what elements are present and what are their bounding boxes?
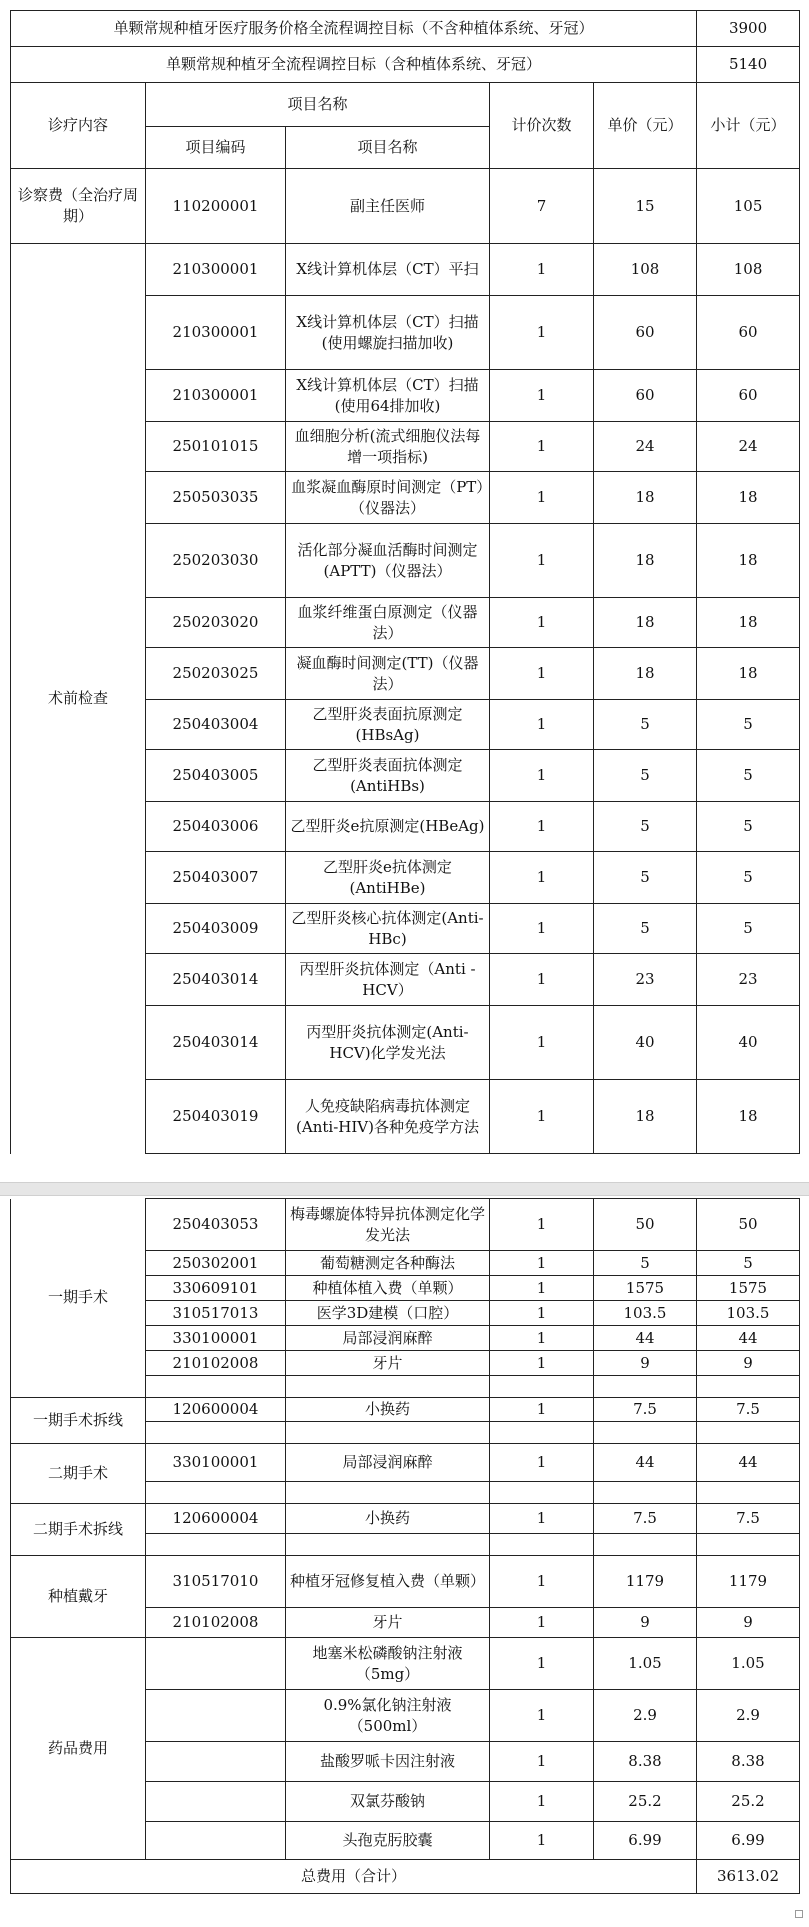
item-subtotal: 5 bbox=[697, 1251, 800, 1276]
item-subtotal: 24 bbox=[697, 422, 800, 472]
item-subtotal: 108 bbox=[697, 244, 800, 296]
item-count: 1 bbox=[490, 370, 594, 422]
item-code: 110200001 bbox=[146, 169, 286, 244]
item-subtotal: 103.5 bbox=[697, 1301, 800, 1326]
item-price: 60 bbox=[594, 296, 697, 370]
item-price: 24 bbox=[594, 422, 697, 472]
item-count: 1 bbox=[490, 1251, 594, 1276]
item-price: 7.5 bbox=[594, 1398, 697, 1422]
item-count: 1 bbox=[490, 750, 594, 802]
empty-cell bbox=[146, 1482, 286, 1504]
item-code: 210300001 bbox=[146, 370, 286, 422]
empty-cell bbox=[490, 1482, 594, 1504]
empty-cell bbox=[594, 1482, 697, 1504]
item-price: 18 bbox=[594, 472, 697, 524]
item-code bbox=[146, 1782, 286, 1822]
header-code: 项目编码 bbox=[146, 127, 286, 169]
item-subtotal: 6.99 bbox=[697, 1822, 800, 1860]
item-count: 1 bbox=[490, 1006, 594, 1080]
item-price: 5 bbox=[594, 802, 697, 852]
empty-cell bbox=[286, 1422, 490, 1444]
item-name: 血浆凝血酶原时间测定（PT）（仪器法） bbox=[286, 472, 490, 524]
group-label: 药品费用 bbox=[11, 1638, 146, 1860]
item-price: 50 bbox=[594, 1199, 697, 1251]
item-subtotal: 60 bbox=[697, 296, 800, 370]
item-code: 330100001 bbox=[146, 1444, 286, 1482]
item-price: 5 bbox=[594, 700, 697, 750]
item-code: 310517010 bbox=[146, 1556, 286, 1608]
item-price: 7.5 bbox=[594, 1504, 697, 1534]
item-subtotal: 1179 bbox=[697, 1556, 800, 1608]
item-price: 1575 bbox=[594, 1276, 697, 1301]
header-subtotal: 小计（元） bbox=[697, 83, 800, 169]
item-count: 1 bbox=[490, 1556, 594, 1608]
item-name: 0.9%氯化钠注射液（500ml） bbox=[286, 1690, 490, 1742]
item-price: 15 bbox=[594, 169, 697, 244]
item-code: 210300001 bbox=[146, 244, 286, 296]
header-unit-price: 单价（元） bbox=[594, 83, 697, 169]
item-price: 1.05 bbox=[594, 1638, 697, 1690]
item-name: 种植体植入费（单颗） bbox=[286, 1276, 490, 1301]
item-name: 乙型肝炎表面抗原测定(HBsAg) bbox=[286, 700, 490, 750]
item-name: X线计算机体层（CT）平扫 bbox=[286, 244, 490, 296]
item-price: 103.5 bbox=[594, 1301, 697, 1326]
empty-cell bbox=[146, 1534, 286, 1556]
item-code: 250203025 bbox=[146, 648, 286, 700]
item-code: 250101015 bbox=[146, 422, 286, 472]
item-price: 5 bbox=[594, 904, 697, 954]
item-price: 60 bbox=[594, 370, 697, 422]
group-label: 一期手术拆线 bbox=[11, 1398, 146, 1444]
item-name: 盐酸罗哌卡因注射液 bbox=[286, 1742, 490, 1782]
item-count: 1 bbox=[490, 524, 594, 598]
price-table bbox=[10, 1198, 800, 1894]
item-count: 1 bbox=[490, 422, 594, 472]
item-subtotal: 1575 bbox=[697, 1276, 800, 1301]
item-code bbox=[146, 1690, 286, 1742]
header-diagnosis: 诊疗内容 bbox=[11, 83, 146, 169]
item-price: 5 bbox=[594, 750, 697, 802]
item-count: 1 bbox=[490, 1822, 594, 1860]
item-name: 乙型肝炎e抗原测定(HBeAg) bbox=[286, 802, 490, 852]
item-subtotal: 9 bbox=[697, 1608, 800, 1638]
item-count: 1 bbox=[490, 244, 594, 296]
total-value: 3613.02 bbox=[697, 1860, 800, 1894]
group-label: 诊察费（全治疗周期） bbox=[11, 169, 146, 244]
item-name: 双氯芬酸钠 bbox=[286, 1782, 490, 1822]
item-count: 1 bbox=[490, 1398, 594, 1422]
item-price: 5 bbox=[594, 1251, 697, 1276]
item-name: 小换药 bbox=[286, 1398, 490, 1422]
item-subtotal: 5 bbox=[697, 802, 800, 852]
header-name: 项目名称 bbox=[286, 127, 490, 169]
item-price: 9 bbox=[594, 1351, 697, 1376]
total-label: 总费用（合计） bbox=[11, 1860, 697, 1894]
item-name: 小换药 bbox=[286, 1504, 490, 1534]
item-name: 葡萄糖测定各种酶法 bbox=[286, 1251, 490, 1276]
item-count: 1 bbox=[490, 700, 594, 750]
item-subtotal: 7.5 bbox=[697, 1398, 800, 1422]
empty-cell bbox=[490, 1534, 594, 1556]
item-count: 1 bbox=[490, 1690, 594, 1742]
item-subtotal: 18 bbox=[697, 648, 800, 700]
item-subtotal: 18 bbox=[697, 1080, 800, 1154]
item-count: 1 bbox=[490, 1782, 594, 1822]
item-count: 1 bbox=[490, 598, 594, 648]
item-name: 乙型肝炎核心抗体测定(Anti-HBc) bbox=[286, 904, 490, 954]
item-subtotal: 5 bbox=[697, 750, 800, 802]
item-price: 8.38 bbox=[594, 1742, 697, 1782]
item-count: 1 bbox=[490, 1080, 594, 1154]
item-subtotal: 105 bbox=[697, 169, 800, 244]
item-price: 6.99 bbox=[594, 1822, 697, 1860]
item-code: 250203030 bbox=[146, 524, 286, 598]
item-name: 血细胞分析(流式细胞仪法每增一项指标) bbox=[286, 422, 490, 472]
item-price: 44 bbox=[594, 1326, 697, 1351]
item-count: 1 bbox=[490, 1444, 594, 1482]
item-subtotal: 5 bbox=[697, 904, 800, 954]
item-subtotal: 18 bbox=[697, 472, 800, 524]
header-count: 计价次数 bbox=[490, 83, 594, 169]
item-code: 310517013 bbox=[146, 1301, 286, 1326]
empty-cell bbox=[697, 1422, 800, 1444]
item-code: 120600004 bbox=[146, 1504, 286, 1534]
item-code: 250403004 bbox=[146, 700, 286, 750]
item-code: 250403007 bbox=[146, 852, 286, 904]
price-table-page-1 bbox=[10, 10, 799, 1154]
item-name: 地塞米松磷酸钠注射液（5mg） bbox=[286, 1638, 490, 1690]
item-code: 250203020 bbox=[146, 598, 286, 648]
empty-cell bbox=[286, 1376, 490, 1398]
item-subtotal: 18 bbox=[697, 524, 800, 598]
item-count: 1 bbox=[490, 648, 594, 700]
paragraph-mark bbox=[795, 1910, 803, 1918]
empty-cell bbox=[594, 1422, 697, 1444]
item-name: 人免疫缺陷病毒抗体测定(Anti-HIV)各种免疫学方法 bbox=[286, 1080, 490, 1154]
item-name: 梅毒螺旋体特异抗体测定化学发光法 bbox=[286, 1199, 490, 1251]
item-count: 1 bbox=[490, 802, 594, 852]
item-subtotal: 25.2 bbox=[697, 1782, 800, 1822]
item-subtotal: 9 bbox=[697, 1351, 800, 1376]
item-price: 18 bbox=[594, 1080, 697, 1154]
empty-cell bbox=[594, 1376, 697, 1398]
item-price: 23 bbox=[594, 954, 697, 1006]
item-code: 250503035 bbox=[146, 472, 286, 524]
item-code: 210102008 bbox=[146, 1608, 286, 1638]
item-code bbox=[146, 1742, 286, 1782]
item-name: 凝血酶时间测定(TT)（仪器法） bbox=[286, 648, 490, 700]
item-name: 医学3D建模（口腔） bbox=[286, 1301, 490, 1326]
summary-value: 3900 bbox=[697, 11, 800, 47]
empty-cell bbox=[490, 1376, 594, 1398]
item-subtotal: 1.05 bbox=[697, 1638, 800, 1690]
item-count: 1 bbox=[490, 296, 594, 370]
item-price: 18 bbox=[594, 598, 697, 648]
item-code: 330609101 bbox=[146, 1276, 286, 1301]
item-count: 1 bbox=[490, 1276, 594, 1301]
item-name: 乙型肝炎表面抗体测定(AntiHBs) bbox=[286, 750, 490, 802]
empty-cell bbox=[146, 1376, 286, 1398]
item-name: X线计算机体层（CT）扫描(使用螺旋扫描加收) bbox=[286, 296, 490, 370]
item-code: 210300001 bbox=[146, 296, 286, 370]
item-code: 250403014 bbox=[146, 1006, 286, 1080]
item-price: 9 bbox=[594, 1608, 697, 1638]
item-code: 250403014 bbox=[146, 954, 286, 1006]
item-code: 250302001 bbox=[146, 1251, 286, 1276]
item-subtotal: 18 bbox=[697, 598, 800, 648]
item-code: 250403019 bbox=[146, 1080, 286, 1154]
item-price: 2.9 bbox=[594, 1690, 697, 1742]
item-code: 210102008 bbox=[146, 1351, 286, 1376]
item-subtotal: 44 bbox=[697, 1326, 800, 1351]
item-price: 18 bbox=[594, 524, 697, 598]
item-price: 108 bbox=[594, 244, 697, 296]
empty-cell bbox=[697, 1534, 800, 1556]
item-price: 18 bbox=[594, 648, 697, 700]
item-count: 1 bbox=[490, 904, 594, 954]
empty-cell bbox=[286, 1482, 490, 1504]
item-subtotal: 5 bbox=[697, 700, 800, 750]
empty-cell bbox=[146, 1422, 286, 1444]
item-name: 牙片 bbox=[286, 1608, 490, 1638]
item-count: 1 bbox=[490, 1608, 594, 1638]
price-table bbox=[10, 10, 800, 1154]
item-count: 1 bbox=[490, 852, 594, 904]
item-price: 40 bbox=[594, 1006, 697, 1080]
summary-value: 5140 bbox=[697, 47, 800, 83]
page-break bbox=[0, 1182, 809, 1196]
item-name: 局部浸润麻醉 bbox=[286, 1326, 490, 1351]
item-price: 1179 bbox=[594, 1556, 697, 1608]
summary-label: 单颗常规种植牙医疗服务价格全流程调控目标（不含种植体系统、牙冠） bbox=[11, 11, 697, 47]
item-code: 330100001 bbox=[146, 1326, 286, 1351]
empty-cell bbox=[594, 1534, 697, 1556]
item-code: 250403006 bbox=[146, 802, 286, 852]
item-subtotal: 40 bbox=[697, 1006, 800, 1080]
item-price: 25.2 bbox=[594, 1782, 697, 1822]
item-count: 1 bbox=[490, 1326, 594, 1351]
item-count: 1 bbox=[490, 1742, 594, 1782]
item-name: 活化部分凝血活酶时间测定(APTT)（仪器法） bbox=[286, 524, 490, 598]
item-code: 250403009 bbox=[146, 904, 286, 954]
item-price: 5 bbox=[594, 852, 697, 904]
item-name: 丙型肝炎抗体测定(Anti-HCV)化学发光法 bbox=[286, 1006, 490, 1080]
item-subtotal: 44 bbox=[697, 1444, 800, 1482]
item-count: 7 bbox=[490, 169, 594, 244]
item-code bbox=[146, 1822, 286, 1860]
empty-cell bbox=[490, 1422, 594, 1444]
item-name: 头孢克肟胶囊 bbox=[286, 1822, 490, 1860]
group-label: 种植戴牙 bbox=[11, 1556, 146, 1638]
item-name: 丙型肝炎抗体测定（Anti - HCV） bbox=[286, 954, 490, 1006]
group-label: 一期手术 bbox=[11, 1199, 146, 1398]
group-label: 术前检查 bbox=[11, 244, 146, 1154]
empty-cell bbox=[697, 1482, 800, 1504]
empty-cell bbox=[697, 1376, 800, 1398]
item-code: 120600004 bbox=[146, 1398, 286, 1422]
item-count: 1 bbox=[490, 1351, 594, 1376]
item-count: 1 bbox=[490, 1504, 594, 1534]
item-subtotal: 7.5 bbox=[697, 1504, 800, 1534]
item-name: X线计算机体层（CT）扫描(使用64排加收) bbox=[286, 370, 490, 422]
item-name: 局部浸润麻醉 bbox=[286, 1444, 490, 1482]
item-count: 1 bbox=[490, 1301, 594, 1326]
item-subtotal: 50 bbox=[697, 1199, 800, 1251]
item-name: 乙型肝炎e抗体测定(AntiHBe) bbox=[286, 852, 490, 904]
item-subtotal: 8.38 bbox=[697, 1742, 800, 1782]
item-count: 1 bbox=[490, 1199, 594, 1251]
summary-label: 单颗常规种植牙全流程调控目标（含种植体系统、牙冠） bbox=[11, 47, 697, 83]
item-subtotal: 2.9 bbox=[697, 1690, 800, 1742]
item-subtotal: 5 bbox=[697, 852, 800, 904]
item-code: 250403053 bbox=[146, 1199, 286, 1251]
item-name: 副主任医师 bbox=[286, 169, 490, 244]
group-label: 二期手术 bbox=[11, 1444, 146, 1504]
item-code bbox=[146, 1638, 286, 1690]
item-name: 牙片 bbox=[286, 1351, 490, 1376]
group-label: 二期手术拆线 bbox=[11, 1504, 146, 1556]
item-subtotal: 60 bbox=[697, 370, 800, 422]
item-count: 1 bbox=[490, 954, 594, 1006]
empty-cell bbox=[286, 1534, 490, 1556]
item-code: 250403005 bbox=[146, 750, 286, 802]
item-count: 1 bbox=[490, 472, 594, 524]
item-name: 血浆纤维蛋白原测定（仪器法） bbox=[286, 598, 490, 648]
item-name: 种植牙冠修复植入费（单颗） bbox=[286, 1556, 490, 1608]
item-count: 1 bbox=[490, 1638, 594, 1690]
item-price: 44 bbox=[594, 1444, 697, 1482]
price-table-page-2 bbox=[10, 1198, 799, 1894]
header-item-group: 项目名称 bbox=[146, 83, 490, 127]
item-subtotal: 23 bbox=[697, 954, 800, 1006]
